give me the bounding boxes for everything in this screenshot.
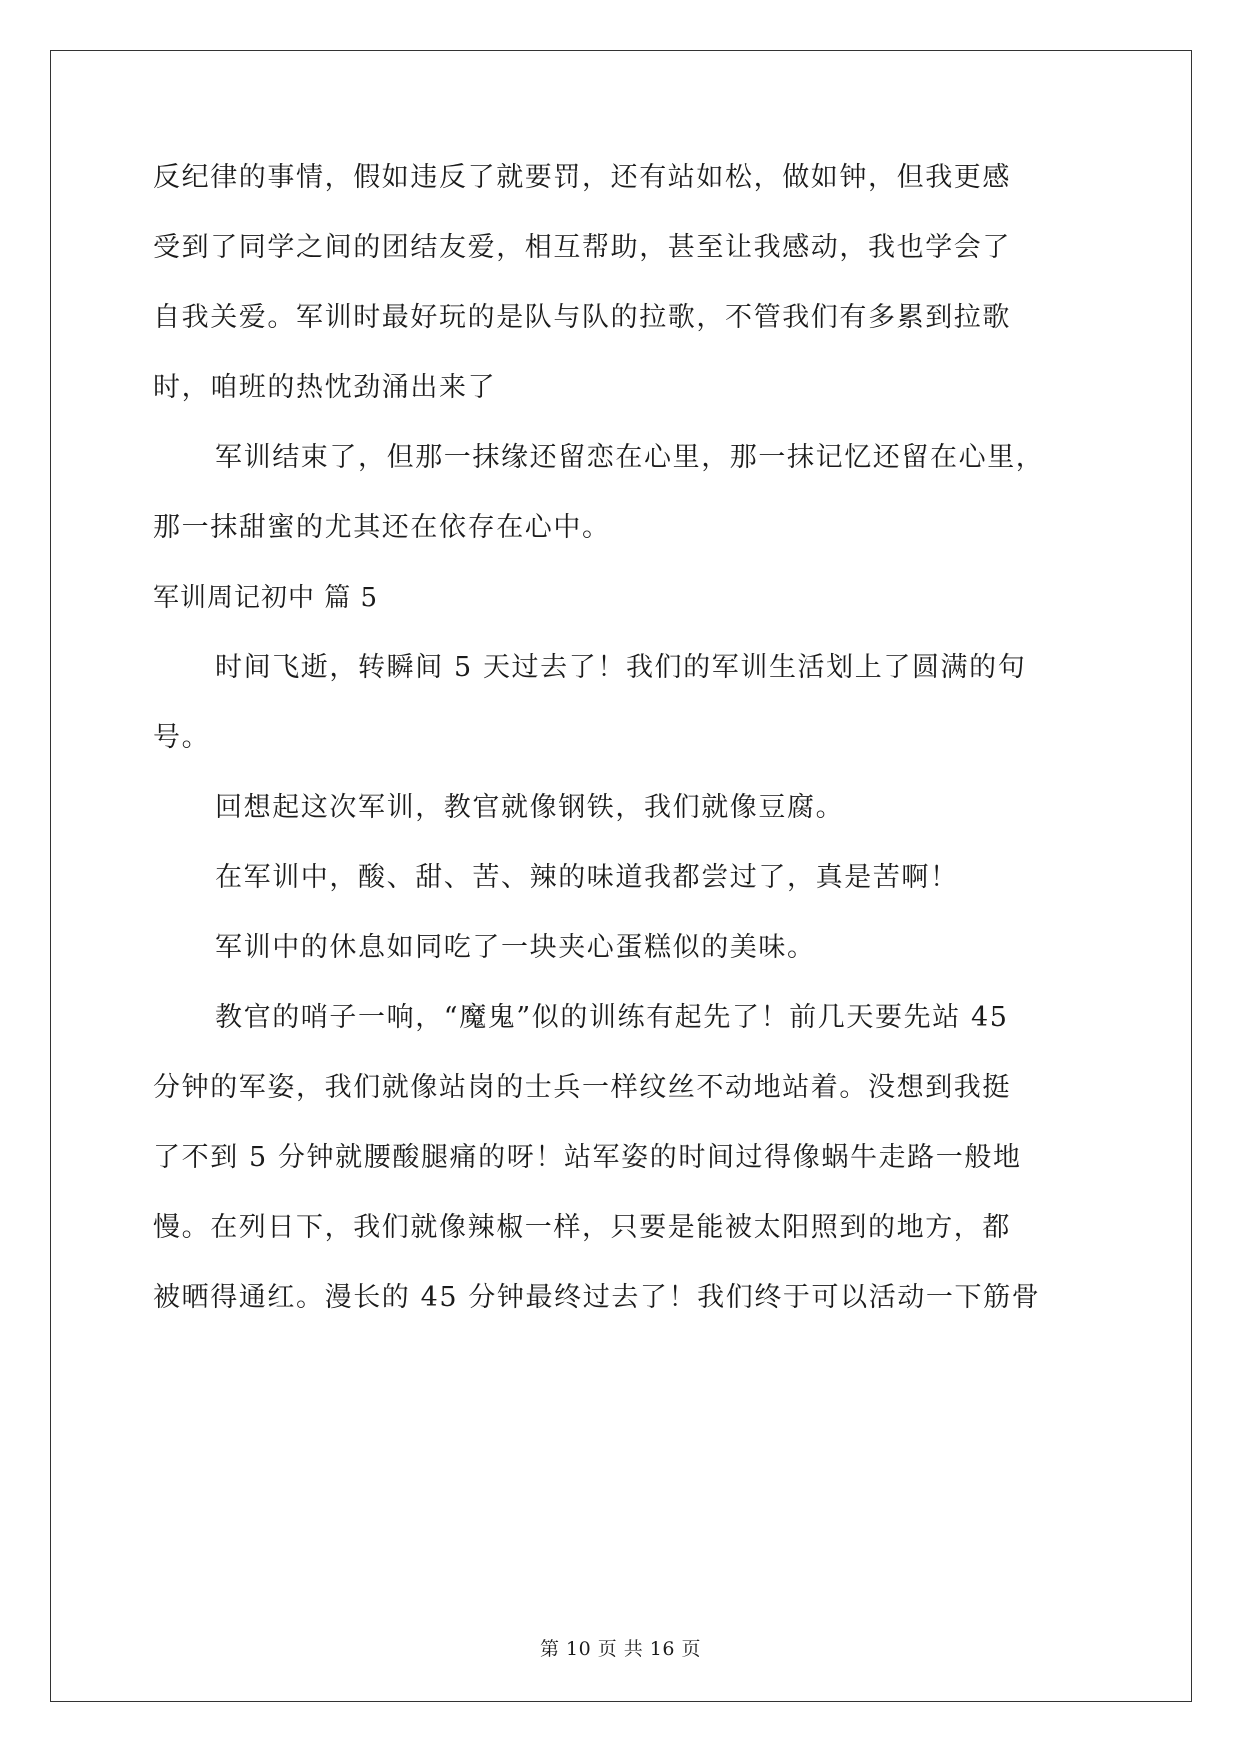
text-line: 反纪律的事情，假如违反了就要罚，还有站如松，做如钟，但我更感 [153,162,1011,193]
page-footer: 第 10 页 共 16 页 [539,1638,702,1660]
text-line: 号。 [153,722,211,753]
text-line: 时，咱班的热忱劲涌出来了 [153,372,497,403]
text-line: 了不到 5 分钟就腰酸腿痛的呀！站军姿的时间过得像蜗牛走路一般地 [153,1142,1022,1173]
text-line: 在军训中，酸、甜、苦、辣的味道我都尝过了，真是苦啊！ [215,862,959,893]
text-line: 慢。在列日下，我们就像辣椒一样，只要是能被太阳照到的地方，都 [153,1212,1011,1243]
text-line: 自我关爱。军训时最好玩的是队与队的拉歌，不管我们有多累到拉歌 [153,302,1011,333]
text-line: 分钟的军姿，我们就像站岗的士兵一样纹丝不动地站着。没想到我挺 [153,1072,1011,1103]
text-line: 回想起这次军训，教官就像钢铁，我们就像豆腐。 [215,792,845,823]
text-line: 时间飞逝，转瞬间 5 天过去了！我们的军训生活划上了圆满的句 [215,652,1027,683]
text-line: 那一抹甜蜜的尤其还在依存在心中。 [153,512,611,543]
text-line: 教官的哨子一响，“魔鬼”似的训练有起先了！前几天要先站 45 [215,1002,1009,1033]
text-line: 军训中的休息如同吃了一块夹心蛋糕似的美味。 [215,932,816,963]
section-heading: 军训周记初中 篇 5 [153,583,379,613]
text-line: 受到了同学之间的团结友爱，相互帮助，甚至让我感动，我也学会了 [153,232,1011,263]
text-line: 军训结束了，但那一抹缘还留恋在心里，那一抹记忆还留在心里， [215,442,1045,473]
text-line: 被晒得通红。漫长的 45 分钟最终过去了！我们终于可以活动一下筋骨 [153,1282,1041,1313]
